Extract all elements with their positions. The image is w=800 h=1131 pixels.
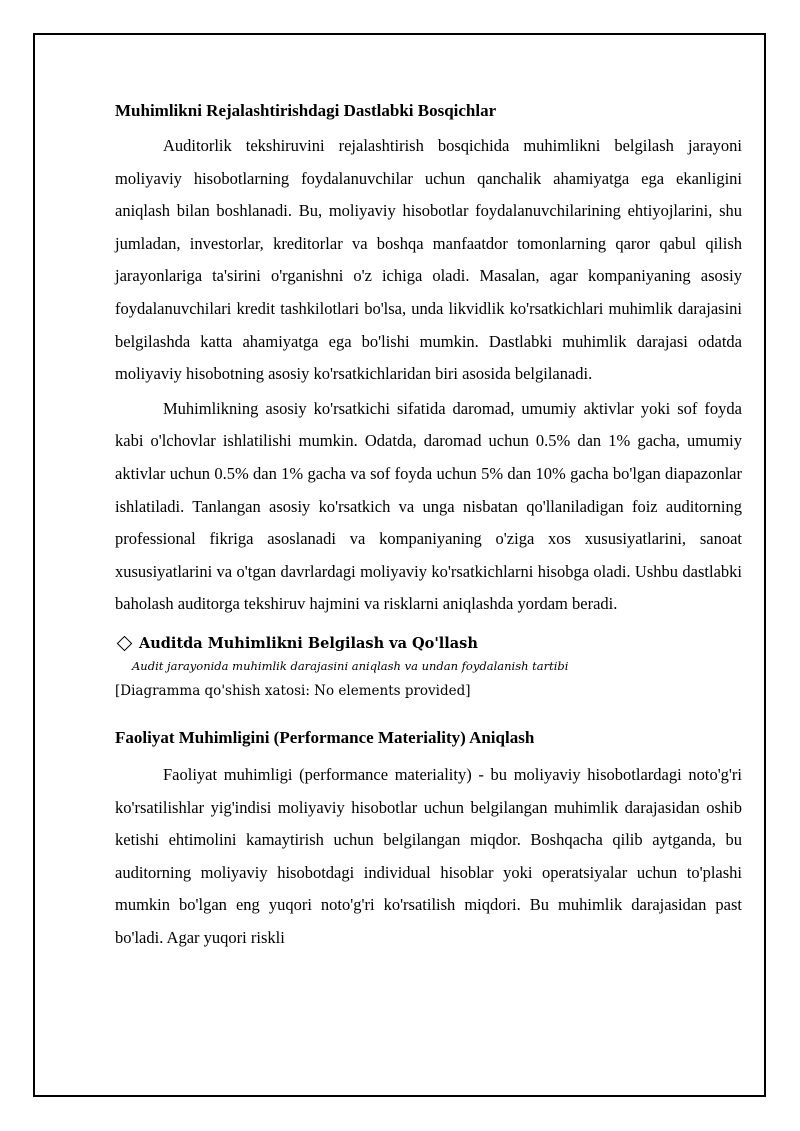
section2-paragraph-1: Faoliyat muhimligi (performance materiality) - bu moliyaviy hisobotlardagi noto'g'ri ko'rsatilishlar yig'indisi moliyaviy hisobotlar uchun belgilangan muhimlik darajasidan oshib ketishi ehtimolini kamaytirish uchun belgilangan miqdor. Boshqacha qilib aytganda, bu auditorning moliyaviy hisobotdagi individual hisoblar yoki operatsiyalar uchun to'plashi mumkin bo'lgan eng yuqori noto'g'ri ko'rsatilish miqdori. Bu muhimlik darajasidan past bo'ladi. Agar yuqori riskli xyxy=(115,764,742,947)
diagram-placeholder xyxy=(115,633,742,703)
section1-paragraph-1: Auditorlik tekshiruvini rejalashtirish bosqichida muhimlikni belgilash jarayoni moliyaviy hisobotlarning foydalanuvchilar uchun qanchalik ahamiyatga ega ekanligini aniqlash bilan boshlanadi. Bu, moliyaviy hisobotlar foydalanuvchilarining ehtiyojlarini, shu jumladan, investorlar, kreditorlar va boshqa manfaatdor tomonlarning qaror qabul qilish jarayonlariga ta'sirini o'rganishni o'z ichiga oladi. Masalan, agar kompaniyaning asosiy foydalanuvchilari kredit tashkilotlari bo'lsa, unda likvidlik ko'rsatkichlari muhimlik darajasini belgilashda katta ahamiyatga ega bo'lishi mumkin. Dastlabki muhimlik darajasi odatda moliyaviy hisobotning asosiy ko'rsatkichlaridan biri asosida belgilanadi. xyxy=(115,136,742,384)
section2-heading: Faoliyat Muhimligini (Performance Materiality) Aniqlash xyxy=(115,727,535,747)
diagram-title: Auditda Muhimlikni Belgilash va Qo'llash xyxy=(139,634,478,652)
diagram-subtitle: Audit jarayonida muhimlik darajasini aniqlash va undan foydalanish tartibi xyxy=(132,658,569,673)
section1-paragraph-2: Muhimlikning asosiy ko'rsatkichi sifatida daromad, umumiy aktivlar yoki sof foyda kabi o'lchovlar ishlatilishi mumkin. Odatda, daromad uchun 0.5% dan 1% gacha, umumiy aktivlar uchun 0.5% dan 1% gacha va sof foyda uchun 5% dan 10% gacha bo'lgan diapazonlar ishlatiladi. Tanlangan asosiy ko'rsatkich va unga nisbatan qo'llaniladigan foiz auditorning professional fikriga asoslanadi va kompaniyaning o'ziga xos xususiyatlarini, sanoat xususiyatlarini va o'tgan davrlardagi moliyaviy ko'rsatkichlarni hisobga oladi. Ushbu dastlabki baholash auditorga tekshiruv hajmini va risklarni aniqlashda yordam beradi. xyxy=(115,398,742,614)
diamond-icon xyxy=(117,636,133,652)
document-body xyxy=(115,96,742,954)
diagram-error-message: [Diagramma qo'shish xatosi: No elements provided] xyxy=(115,682,471,699)
diagram-title-row xyxy=(115,633,742,655)
section2 xyxy=(115,723,742,955)
section1-heading: Muhimlikni Rejalashtirishdagi Dastlabki Bosqichlar xyxy=(115,101,497,120)
